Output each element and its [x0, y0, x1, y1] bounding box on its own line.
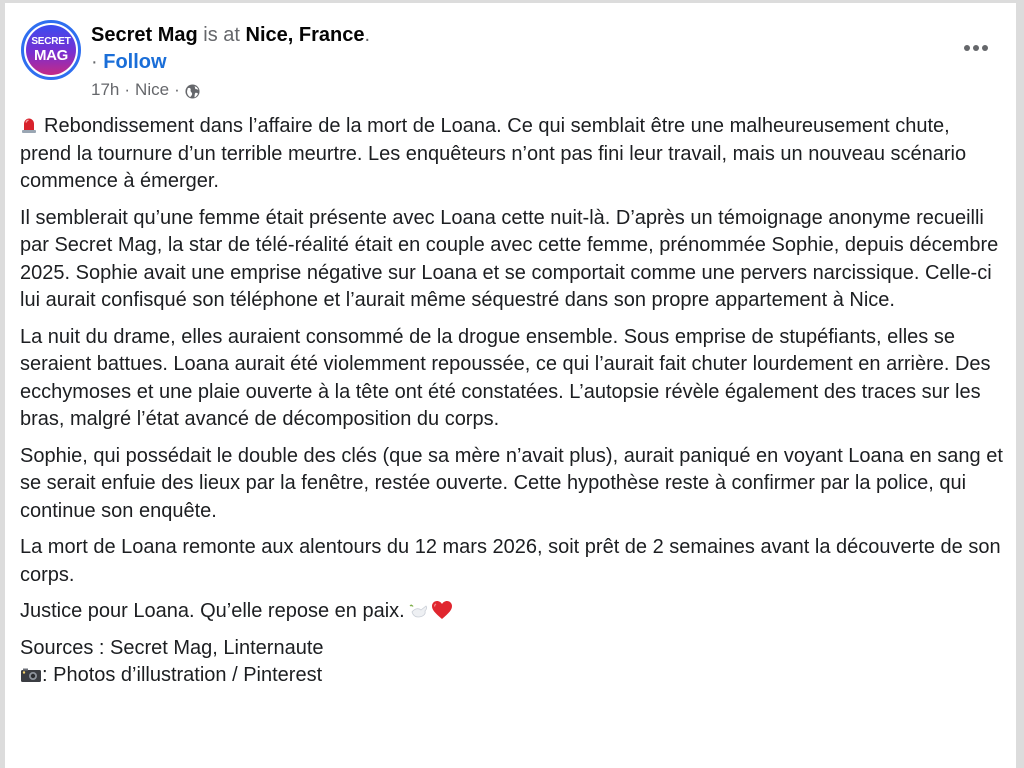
avatar[interactable] [21, 20, 81, 80]
title-period: . [364, 24, 371, 46]
place-link[interactable]: Nice [135, 80, 170, 99]
avatar-text-line2: MAG [33, 47, 69, 64]
follow-button[interactable]: Follow [103, 51, 167, 73]
paragraph-6 [20, 598, 1005, 626]
avatar-text-line1: SECRET [31, 36, 71, 47]
paragraph-3: La nuit du drame, elles auraient consommé de la drogue ensemble. Sous emprise de stupéfiants, elles se seraient battues. Loana aurait été violemment repoussée, ce qui l’aurait fait chuter lourdement en arrière. Des ecchymoses et une plaie ouverte à la tête ont été constatées. L’autopsie révèle également des traces sur les bras, malgré l’état avancé de décomposition du corps. [20, 325, 991, 430]
dot-separator: · [174, 80, 180, 99]
photo-credit-text: : Photos d’illustration / Pinterest [42, 664, 323, 686]
post-body [20, 113, 1005, 690]
dot-separator: · [124, 80, 131, 99]
is-at-text: is at [203, 24, 240, 46]
follow-row [91, 49, 167, 75]
post-title [91, 22, 370, 48]
sources-line: Sources : Secret Mag, Linternaute [20, 636, 324, 659]
post-header [5, 3, 1016, 113]
more-dot-icon [973, 45, 979, 51]
camera-icon [20, 664, 42, 680]
paragraph-5: La mort de Loana remonte aux alentours du 12 mars 2026, soit prêt de 2 semaines avant la découverte de son corps. [20, 536, 1001, 586]
red-heart-icon [431, 600, 453, 620]
paragraph-1 [20, 113, 1005, 196]
paragraph-2: Il semblerait qu’une femme était présente avec Loana cette nuit-là. D’après un témoignage anonyme recueilli par Secret Mag, la star de télé-réalité était en couple avec cette femme, prénommée Sophie, depuis décembre 2025. Sophie avait une emprise négative sur Loana et se comportait comme une pervers narcissique. Celle-ci lui aurait confisqué son téléphone et l’aurait même séquestré dans son propre appartement à Nice. [20, 206, 999, 311]
more-options-button[interactable] [960, 41, 992, 55]
author-name-link[interactable]: Secret Mag [91, 24, 198, 46]
location-link[interactable]: Nice, France [245, 24, 365, 46]
post-meta [91, 79, 200, 101]
post-time-link[interactable]: 17h [91, 80, 120, 99]
photo-credit-line [20, 662, 1005, 690]
post-card [5, 3, 1016, 768]
paragraph-text: Justice pour Loana. Qu’elle repose en paix. [20, 600, 405, 622]
more-dot-icon [964, 45, 970, 51]
more-dot-icon [982, 45, 988, 51]
dot-separator: · [91, 51, 98, 73]
dove-icon [409, 601, 431, 619]
paragraph-4: Sophie, qui possédait le double des clés (que sa mère n’avait plus), aurait paniqué en voyant Loana en sang et se serait enfuie des lieux par la fenêtre, restée ouverte. Cette hypothèse reste à confirmer par la police, qui continue son enquête. [20, 444, 1003, 522]
paragraph-text: Rebondissement dans l’affaire de la mort de Loana. Ce qui semblait être une malheureusement chute, prend la tournure d’un terrible meurtre. Les enquêteurs n’ont pas fini leur travail, mais un nouveau scénario commence à émerger. [20, 115, 967, 192]
secret-mag-logo [26, 25, 76, 75]
police-siren-icon [20, 115, 38, 133]
globe-icon[interactable] [185, 83, 200, 98]
